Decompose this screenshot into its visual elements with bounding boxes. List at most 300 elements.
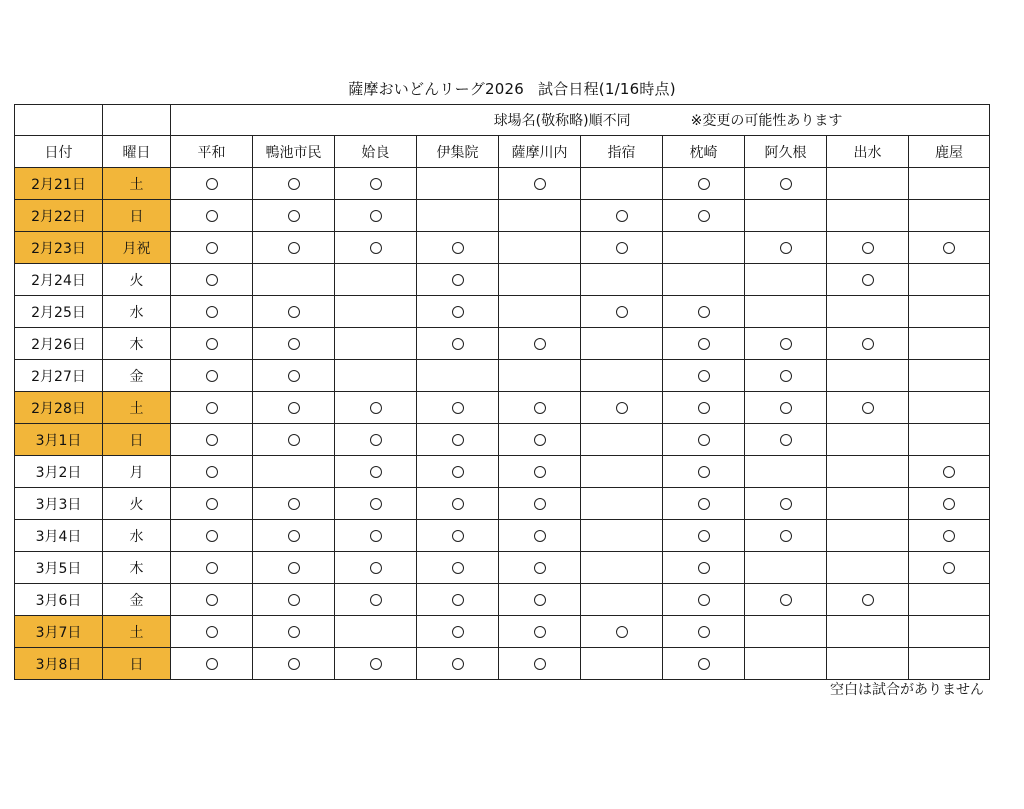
weekday-cell: 水 — [103, 520, 171, 552]
game-scheduled-mark — [288, 402, 300, 414]
game-scheduled-mark — [616, 402, 628, 414]
date-cell: 3月5日 — [15, 552, 103, 584]
schedule-row — [15, 616, 990, 648]
game-scheduled-mark — [288, 242, 300, 254]
game-scheduled-mark — [698, 498, 710, 510]
game-scheduled-mark — [534, 178, 546, 190]
game-cell — [417, 616, 499, 648]
game-scheduled-mark — [452, 306, 464, 318]
date-cell: 3月1日 — [15, 424, 103, 456]
game-scheduled-mark — [206, 306, 218, 318]
schedule-row — [15, 648, 990, 680]
game-scheduled-mark — [452, 434, 464, 446]
game-scheduled-mark — [452, 402, 464, 414]
game-scheduled-mark — [698, 434, 710, 446]
game-scheduled-mark — [862, 274, 874, 286]
schedule-row — [15, 328, 990, 360]
game-scheduled-mark — [288, 338, 300, 350]
date-cell: 2月21日 — [15, 168, 103, 200]
header-row — [15, 136, 990, 168]
game-scheduled-mark — [698, 370, 710, 382]
game-cell — [417, 296, 499, 328]
game-cell — [745, 584, 827, 616]
date-cell: 2月22日 — [15, 200, 103, 232]
game-scheduled-mark — [452, 658, 464, 670]
game-cell — [171, 488, 253, 520]
header-venue: 伊集院 — [417, 136, 499, 168]
game-cell — [417, 552, 499, 584]
game-cell — [171, 392, 253, 424]
game-cell — [417, 424, 499, 456]
game-cell — [663, 552, 745, 584]
game-cell — [335, 296, 417, 328]
game-cell — [827, 456, 909, 488]
header-venue: 鹿屋 — [909, 136, 990, 168]
game-cell — [663, 424, 745, 456]
game-scheduled-mark — [452, 466, 464, 478]
game-scheduled-mark — [370, 402, 382, 414]
game-cell — [499, 584, 581, 616]
date-cell: 2月23日 — [15, 232, 103, 264]
game-cell — [417, 520, 499, 552]
game-scheduled-mark — [452, 242, 464, 254]
game-scheduled-mark — [288, 306, 300, 318]
game-scheduled-mark — [534, 402, 546, 414]
game-scheduled-mark — [370, 178, 382, 190]
game-cell — [171, 232, 253, 264]
game-cell — [909, 520, 990, 552]
game-cell — [253, 584, 335, 616]
weekday-cell: 金 — [103, 360, 171, 392]
game-scheduled-mark — [288, 626, 300, 638]
game-cell — [499, 328, 581, 360]
game-scheduled-mark — [943, 562, 955, 574]
game-scheduled-mark — [206, 370, 218, 382]
game-cell — [171, 552, 253, 584]
game-cell — [909, 328, 990, 360]
game-scheduled-mark — [206, 242, 218, 254]
game-cell — [909, 296, 990, 328]
game-cell — [909, 648, 990, 680]
game-cell — [417, 360, 499, 392]
game-cell — [827, 232, 909, 264]
game-cell — [335, 552, 417, 584]
game-cell — [745, 264, 827, 296]
game-scheduled-mark — [206, 274, 218, 286]
game-cell — [581, 264, 663, 296]
game-scheduled-mark — [288, 210, 300, 222]
header-venue: 阿久根 — [745, 136, 827, 168]
game-cell — [417, 488, 499, 520]
game-scheduled-mark — [862, 338, 874, 350]
game-cell — [335, 584, 417, 616]
game-scheduled-mark — [206, 658, 218, 670]
game-cell — [417, 648, 499, 680]
game-cell — [499, 232, 581, 264]
game-cell — [745, 648, 827, 680]
game-cell — [663, 200, 745, 232]
schedule-row — [15, 264, 990, 296]
schedule-row — [15, 552, 990, 584]
game-scheduled-mark — [534, 498, 546, 510]
game-cell — [253, 648, 335, 680]
schedule-table — [14, 104, 990, 680]
game-cell — [171, 616, 253, 648]
game-cell — [335, 232, 417, 264]
game-scheduled-mark — [616, 242, 628, 254]
game-cell — [335, 424, 417, 456]
game-cell — [253, 168, 335, 200]
date-cell: 3月4日 — [15, 520, 103, 552]
weekday-cell: 火 — [103, 488, 171, 520]
game-cell — [335, 456, 417, 488]
game-cell — [581, 584, 663, 616]
game-cell — [417, 200, 499, 232]
game-scheduled-mark — [534, 626, 546, 638]
game-cell — [171, 456, 253, 488]
blank-cell — [15, 105, 103, 136]
game-scheduled-mark — [452, 274, 464, 286]
game-scheduled-mark — [780, 370, 792, 382]
game-cell — [827, 552, 909, 584]
game-cell — [581, 360, 663, 392]
game-scheduled-mark — [206, 498, 218, 510]
game-scheduled-mark — [780, 402, 792, 414]
game-scheduled-mark — [534, 530, 546, 542]
game-cell — [663, 520, 745, 552]
date-cell: 3月2日 — [15, 456, 103, 488]
game-cell — [417, 168, 499, 200]
game-cell — [663, 264, 745, 296]
game-cell — [827, 392, 909, 424]
game-scheduled-mark — [206, 178, 218, 190]
game-cell — [253, 552, 335, 584]
game-scheduled-mark — [206, 594, 218, 606]
game-scheduled-mark — [370, 242, 382, 254]
game-scheduled-mark — [534, 466, 546, 478]
weekday-cell: 金 — [103, 584, 171, 616]
game-scheduled-mark — [370, 210, 382, 222]
game-cell — [171, 168, 253, 200]
footer-note: 空白は試合がありません — [830, 682, 984, 698]
game-cell — [417, 392, 499, 424]
game-cell — [335, 520, 417, 552]
game-cell — [909, 264, 990, 296]
schedule-row — [15, 360, 990, 392]
game-cell — [827, 168, 909, 200]
game-cell — [335, 488, 417, 520]
game-cell — [827, 648, 909, 680]
game-scheduled-mark — [288, 530, 300, 542]
schedule-row — [15, 232, 990, 264]
game-scheduled-mark — [206, 466, 218, 478]
game-cell — [663, 328, 745, 360]
game-cell — [253, 520, 335, 552]
game-scheduled-mark — [370, 658, 382, 670]
game-scheduled-mark — [452, 338, 464, 350]
schedule-row — [15, 584, 990, 616]
game-cell — [909, 232, 990, 264]
game-cell — [499, 296, 581, 328]
game-cell — [171, 296, 253, 328]
game-cell — [581, 392, 663, 424]
game-scheduled-mark — [780, 242, 792, 254]
game-cell — [499, 168, 581, 200]
game-cell — [335, 264, 417, 296]
schedule-subtitle: 試合日程(1/16時点) — [537, 80, 676, 98]
game-cell — [663, 392, 745, 424]
game-scheduled-mark — [370, 466, 382, 478]
change-note: ※変更の可能性あります — [690, 113, 843, 129]
game-scheduled-mark — [943, 466, 955, 478]
weekday-cell: 水 — [103, 296, 171, 328]
game-scheduled-mark — [780, 530, 792, 542]
game-cell — [499, 488, 581, 520]
game-cell — [745, 488, 827, 520]
game-cell — [909, 488, 990, 520]
game-scheduled-mark — [780, 498, 792, 510]
game-cell — [253, 488, 335, 520]
game-cell — [663, 232, 745, 264]
game-cell — [581, 328, 663, 360]
game-cell — [827, 328, 909, 360]
schedule-row — [15, 296, 990, 328]
game-cell — [335, 616, 417, 648]
game-cell — [499, 264, 581, 296]
game-cell — [253, 200, 335, 232]
game-scheduled-mark — [288, 562, 300, 574]
game-cell — [909, 584, 990, 616]
game-scheduled-mark — [534, 338, 546, 350]
game-scheduled-mark — [862, 594, 874, 606]
game-cell — [909, 552, 990, 584]
game-scheduled-mark — [943, 242, 955, 254]
game-cell — [253, 392, 335, 424]
header-weekday: 曜日 — [103, 136, 171, 168]
game-scheduled-mark — [206, 338, 218, 350]
game-scheduled-mark — [452, 626, 464, 638]
league-name: 薩摩おいどんリーグ2026 — [348, 80, 524, 98]
game-cell — [827, 200, 909, 232]
game-cell — [827, 360, 909, 392]
schedule-row — [15, 168, 990, 200]
header-venue: 平和 — [171, 136, 253, 168]
game-scheduled-mark — [698, 306, 710, 318]
game-scheduled-mark — [370, 434, 382, 446]
game-cell — [171, 520, 253, 552]
game-cell — [663, 616, 745, 648]
game-cell — [745, 360, 827, 392]
game-cell — [745, 232, 827, 264]
game-scheduled-mark — [206, 434, 218, 446]
weekday-cell: 日 — [103, 200, 171, 232]
header-venue: 鴨池市民 — [253, 136, 335, 168]
blank-cell — [103, 105, 171, 136]
game-cell — [581, 552, 663, 584]
date-cell: 2月26日 — [15, 328, 103, 360]
game-cell — [335, 200, 417, 232]
date-cell: 2月24日 — [15, 264, 103, 296]
game-scheduled-mark — [780, 434, 792, 446]
game-scheduled-mark — [698, 402, 710, 414]
game-scheduled-mark — [452, 498, 464, 510]
game-scheduled-mark — [370, 530, 382, 542]
game-cell — [909, 168, 990, 200]
game-scheduled-mark — [206, 402, 218, 414]
game-scheduled-mark — [698, 210, 710, 222]
game-cell — [745, 392, 827, 424]
game-cell — [581, 520, 663, 552]
game-cell — [581, 232, 663, 264]
game-cell — [663, 296, 745, 328]
game-scheduled-mark — [862, 242, 874, 254]
game-scheduled-mark — [452, 530, 464, 542]
game-cell — [745, 520, 827, 552]
schedule-row — [15, 424, 990, 456]
date-cell: 3月7日 — [15, 616, 103, 648]
header-venue: 薩摩川内 — [499, 136, 581, 168]
game-scheduled-mark — [698, 626, 710, 638]
game-cell — [581, 424, 663, 456]
note-row — [15, 105, 990, 136]
game-scheduled-mark — [452, 594, 464, 606]
game-cell — [909, 616, 990, 648]
game-scheduled-mark — [943, 530, 955, 542]
game-cell — [499, 424, 581, 456]
game-scheduled-mark — [616, 210, 628, 222]
game-scheduled-mark — [534, 434, 546, 446]
game-scheduled-mark — [452, 562, 464, 574]
weekday-cell: 土 — [103, 616, 171, 648]
game-cell — [827, 488, 909, 520]
game-cell — [335, 168, 417, 200]
header-date: 日付 — [15, 136, 103, 168]
game-scheduled-mark — [370, 498, 382, 510]
game-cell — [417, 584, 499, 616]
game-cell — [827, 520, 909, 552]
weekday-cell: 月 — [103, 456, 171, 488]
game-cell — [417, 232, 499, 264]
schedule-row — [15, 200, 990, 232]
game-cell — [581, 200, 663, 232]
game-cell — [499, 520, 581, 552]
game-cell — [581, 648, 663, 680]
game-cell — [581, 488, 663, 520]
date-cell: 3月6日 — [15, 584, 103, 616]
game-cell — [335, 328, 417, 360]
game-cell — [417, 456, 499, 488]
game-cell — [253, 232, 335, 264]
game-scheduled-mark — [698, 530, 710, 542]
header-venue: 枕崎 — [663, 136, 745, 168]
game-cell — [663, 168, 745, 200]
weekday-cell: 月祝 — [103, 232, 171, 264]
game-scheduled-mark — [288, 434, 300, 446]
game-cell — [499, 648, 581, 680]
game-cell — [253, 616, 335, 648]
game-cell — [745, 616, 827, 648]
schedule-row — [15, 520, 990, 552]
game-cell — [499, 360, 581, 392]
game-cell — [335, 360, 417, 392]
game-scheduled-mark — [206, 626, 218, 638]
game-scheduled-mark — [616, 306, 628, 318]
game-cell — [909, 360, 990, 392]
game-scheduled-mark — [698, 658, 710, 670]
weekday-cell: 土 — [103, 392, 171, 424]
game-scheduled-mark — [780, 338, 792, 350]
game-cell — [253, 424, 335, 456]
date-cell: 2月25日 — [15, 296, 103, 328]
venue-order-note: 球場名(敬称略)順不同 — [493, 113, 631, 129]
game-scheduled-mark — [288, 594, 300, 606]
game-cell — [499, 200, 581, 232]
game-cell — [335, 392, 417, 424]
game-cell — [827, 584, 909, 616]
game-cell — [417, 328, 499, 360]
game-cell — [171, 264, 253, 296]
game-cell — [253, 360, 335, 392]
game-cell — [499, 616, 581, 648]
game-cell — [171, 584, 253, 616]
game-cell — [827, 264, 909, 296]
game-cell — [581, 616, 663, 648]
game-scheduled-mark — [206, 530, 218, 542]
game-scheduled-mark — [206, 210, 218, 222]
date-cell: 3月3日 — [15, 488, 103, 520]
header-venue: 指宿 — [581, 136, 663, 168]
game-scheduled-mark — [370, 562, 382, 574]
date-cell: 3月8日 — [15, 648, 103, 680]
header-venue: 姶良 — [335, 136, 417, 168]
game-cell — [909, 424, 990, 456]
game-cell — [745, 168, 827, 200]
game-scheduled-mark — [698, 338, 710, 350]
game-cell — [909, 392, 990, 424]
game-scheduled-mark — [943, 498, 955, 510]
schedule-title — [0, 78, 1024, 99]
game-scheduled-mark — [616, 626, 628, 638]
game-cell — [745, 424, 827, 456]
game-cell — [745, 456, 827, 488]
weekday-cell: 日 — [103, 648, 171, 680]
game-cell — [581, 168, 663, 200]
game-cell — [171, 360, 253, 392]
game-cell — [499, 552, 581, 584]
game-scheduled-mark — [698, 466, 710, 478]
weekday-cell: 土 — [103, 168, 171, 200]
game-scheduled-mark — [288, 658, 300, 670]
game-cell — [253, 328, 335, 360]
date-cell: 2月28日 — [15, 392, 103, 424]
weekday-cell: 日 — [103, 424, 171, 456]
game-cell — [581, 456, 663, 488]
weekday-cell: 火 — [103, 264, 171, 296]
game-cell — [827, 296, 909, 328]
game-scheduled-mark — [288, 178, 300, 190]
game-cell — [335, 648, 417, 680]
game-cell — [827, 616, 909, 648]
game-scheduled-mark — [288, 370, 300, 382]
game-cell — [171, 328, 253, 360]
game-scheduled-mark — [534, 658, 546, 670]
game-cell — [171, 648, 253, 680]
game-scheduled-mark — [698, 562, 710, 574]
game-scheduled-mark — [534, 594, 546, 606]
weekday-cell: 木 — [103, 552, 171, 584]
game-scheduled-mark — [780, 178, 792, 190]
game-cell — [171, 200, 253, 232]
